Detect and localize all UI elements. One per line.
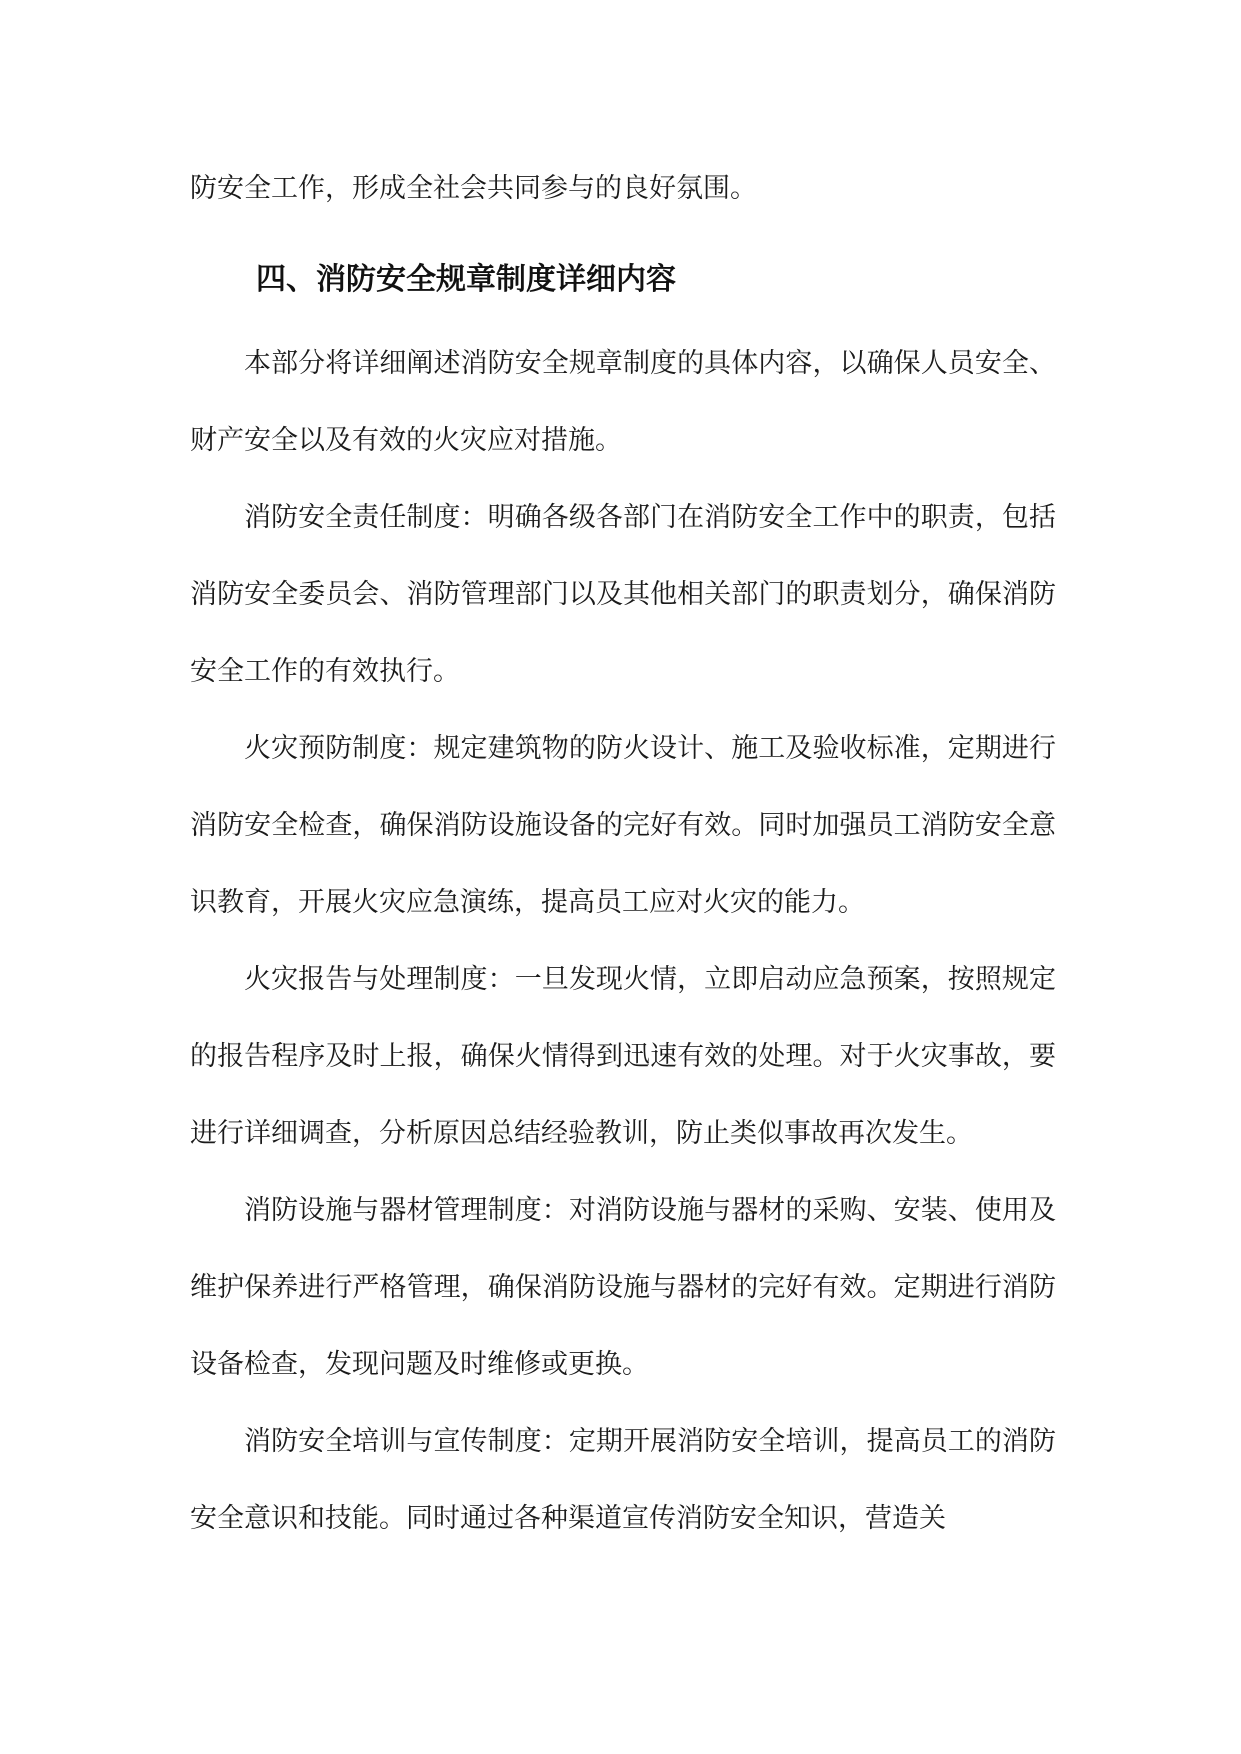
continuation-paragraph: 防安全工作，形成全社会共同参与的良好氛围。 bbox=[190, 173, 757, 204]
section-heading: 四、消防安全规章制度详细内容 bbox=[256, 262, 676, 297]
paragraph-training-publicity-system: 消防安全培训与宣传制度：定期开展消防安全培训，提高员工的消防安全意识和技能。同时通过各种渠道宣传消防安全知识，营造关 bbox=[190, 1426, 1056, 1534]
paragraph-intro: 本部分将详细阐述消防安全规章制度的具体内容，以确保人员安全、财产安全以及有效的火灾应对措施。 bbox=[190, 348, 1056, 456]
paragraph-fire-report-system: 火灾报告与处理制度：一旦发现火情，立即启动应急预案，按照规定的报告程序及时上报，确保火情得到迅速有效的处理。对于火灾事故，要进行详细调查，分析原因总结经验教训，防止类似事故再次发生。 bbox=[190, 964, 1056, 1149]
paragraph-equipment-management-system: 消防设施与器材管理制度：对消防设施与器材的采购、安装、使用及维护保养进行严格管理，确保消防设施与器材的完好有效。定期进行消防设备检查，发现问题及时维修或更换。 bbox=[190, 1195, 1056, 1380]
paragraph-responsibility-system: 消防安全责任制度：明确各级各部门在消防安全工作中的职责，包括消防安全委员会、消防管理部门以及其他相关部门的职责划分，确保消防安全工作的有效执行。 bbox=[190, 502, 1056, 687]
paragraph-fire-prevention-system: 火灾预防制度：规定建筑物的防火设计、施工及验收标准，定期进行消防安全检查，确保消防设施设备的完好有效。同时加强员工消防安全意识教育，开展火灾应急演练，提高员工应对火灾的能力。 bbox=[190, 733, 1056, 918]
document-body bbox=[190, 150, 1056, 1557]
